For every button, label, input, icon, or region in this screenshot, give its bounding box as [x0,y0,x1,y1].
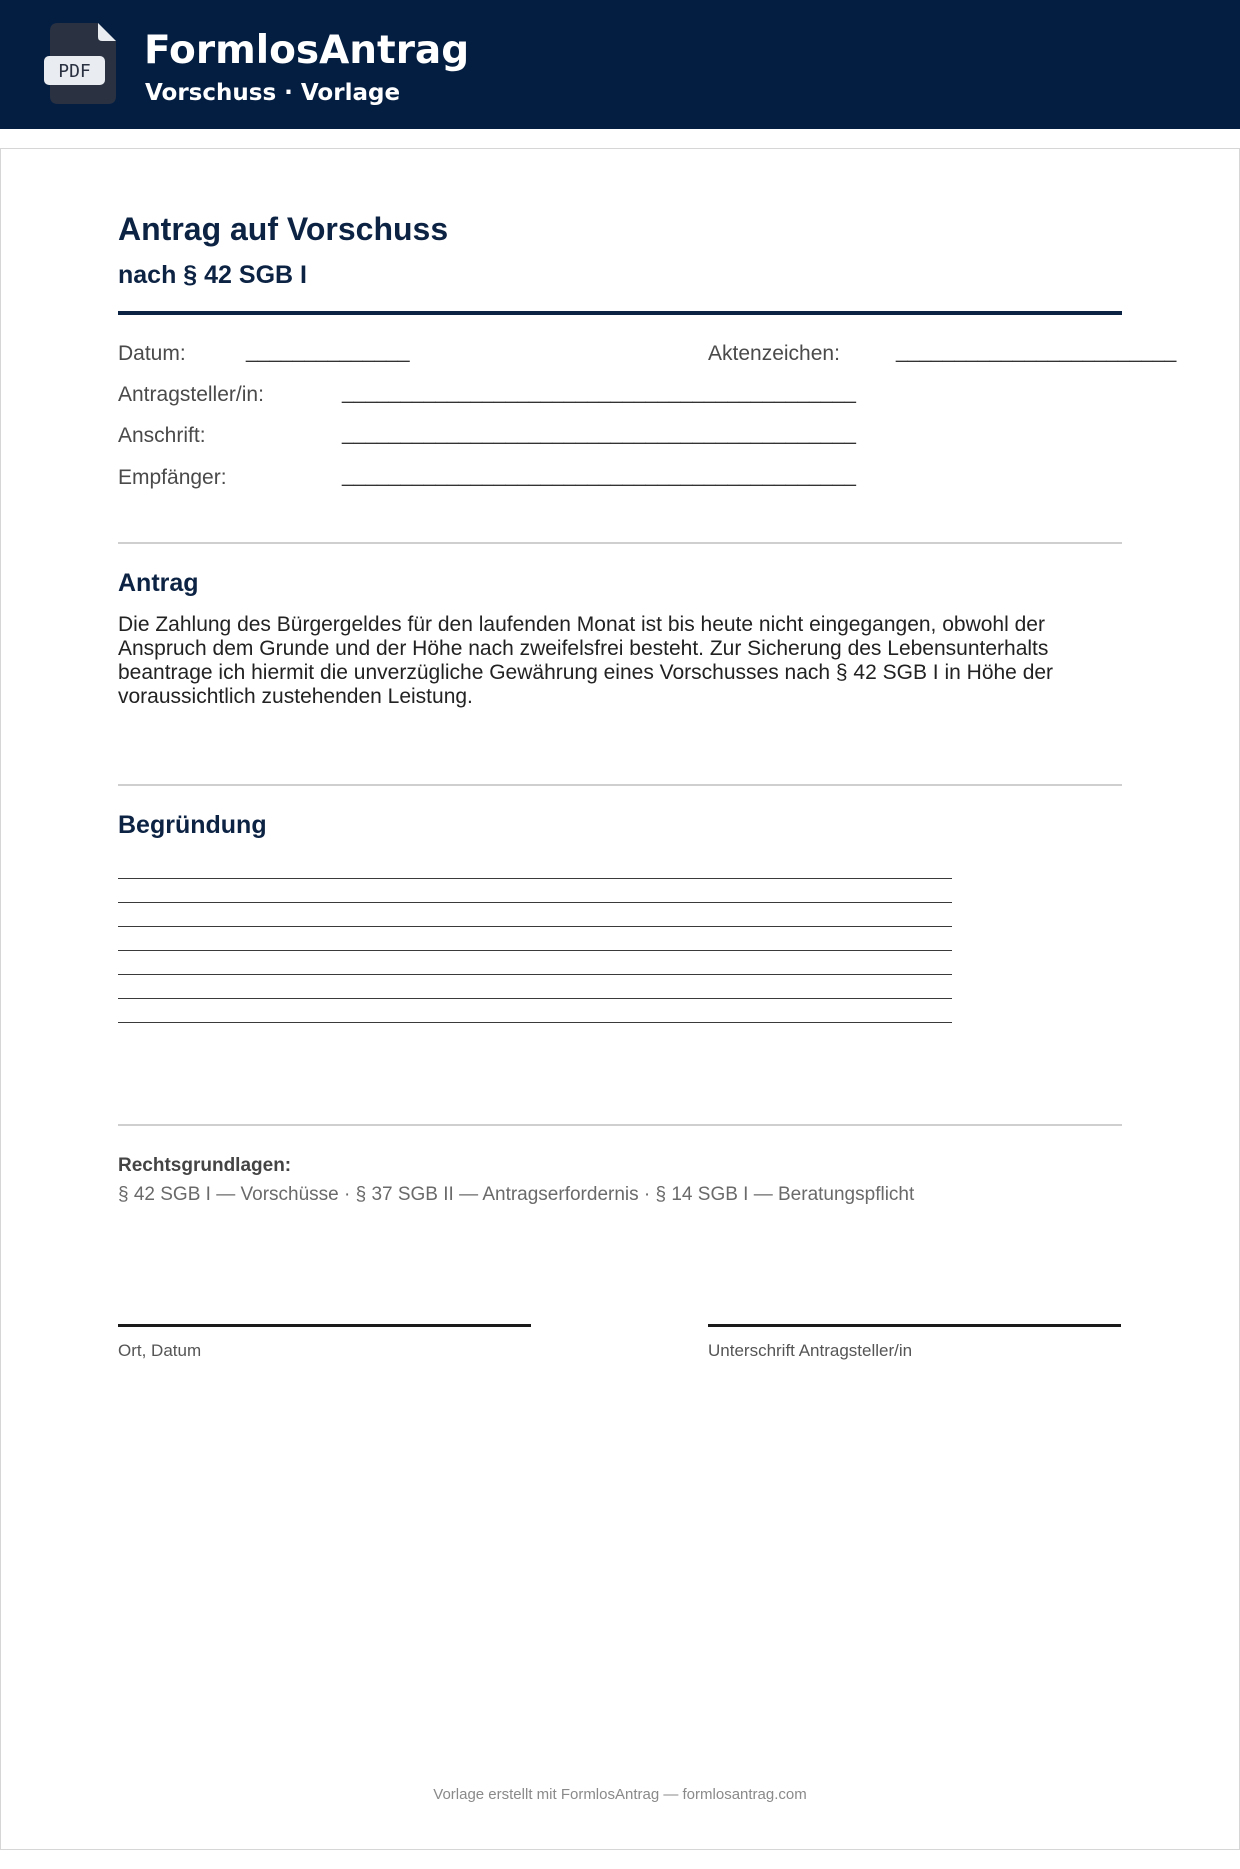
applicant-field[interactable]: ____________________________________________ [342,381,856,404]
file-reference-label: Aktenzeichen: [708,342,840,365]
date-field[interactable]: ______________ [246,340,410,363]
address-field[interactable]: ____________________________________________ [342,422,856,445]
place-date-signature-line[interactable] [118,1324,531,1327]
document-subtitle: nach § 42 SGB I [118,261,307,289]
request-text: Die Zahlung des Bürgergeldes für den laufenden Monat ist bis heute nicht eingegangen, obwohl der Anspruch dem Grunde und der Höhe nach zweifelsfrei besteht. Zur Sicherung des Lebensunterhalts beantrage ich hiermit die unverzügliche Gewährung eines Vorschusses nach § 42 SGB I in Höhe der voraussichtlich zustehenden Leistung. [118,613,1054,708]
reason-blank-line[interactable] [118,855,952,879]
reason-blank-line[interactable] [118,927,952,951]
app-subtitle: Vorschuss · Vorlage [145,80,401,106]
reason-blank-line[interactable] [118,951,952,975]
legal-basis-text: § 42 SGB I — Vorschüsse · § 37 SGB II — Antragserfordernis · § 14 SGB I — Beratungspflicht [118,1184,915,1205]
recipient-field[interactable]: ____________________________________________ [342,464,856,487]
pdf-file-icon [44,23,116,104]
reason-lines [118,855,958,1023]
title-divider [118,311,1122,315]
pdf-icon-label: PDF [58,61,91,82]
section-divider [118,1124,1122,1126]
applicant-label: Antragsteller/in: [118,383,264,406]
section-divider [118,542,1122,544]
reason-blank-line[interactable] [118,999,952,1023]
signature-label: Unterschrift Antragsteller/in [708,1341,913,1360]
date-label: Datum: [118,342,186,365]
reason-heading: Begründung [118,811,267,839]
applicant-signature-line[interactable] [708,1324,1121,1327]
reason-blank-line[interactable] [118,879,952,903]
request-heading: Antrag [118,569,199,597]
file-reference-field[interactable]: ________________________ [896,340,1177,363]
app-header [0,0,1240,129]
footer-credit: Vorlage erstellt mit FormlosAntrag — formlosantrag.com [433,1786,807,1803]
reason-blank-line[interactable] [118,903,952,927]
document-title: Antrag auf Vorschuss [118,211,449,247]
app-title: FormlosAntrag [144,28,470,73]
reason-blank-line[interactable] [118,975,952,999]
recipient-label: Empfänger: [118,466,227,489]
legal-basis-heading: Rechtsgrundlagen: [118,1155,292,1176]
place-date-label: Ort, Datum [118,1341,202,1360]
address-label: Anschrift: [118,424,206,447]
section-divider [118,784,1122,786]
